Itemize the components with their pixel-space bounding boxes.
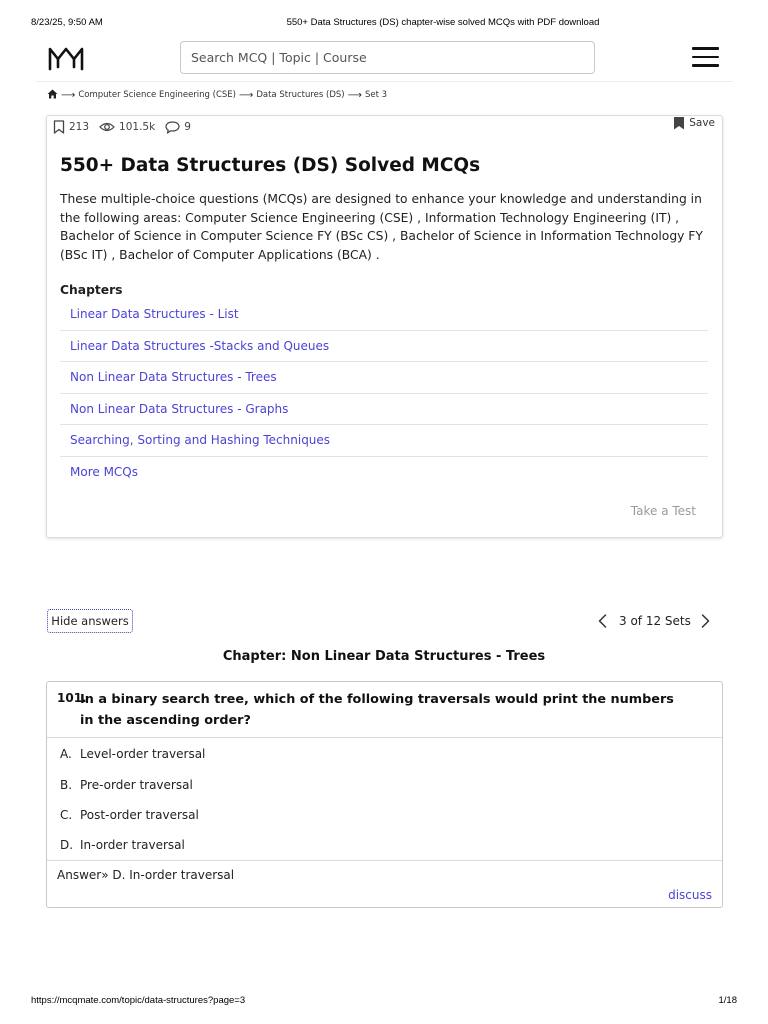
- print-page-number: 1/18: [718, 995, 737, 1006]
- print-url: https://mcqmate.com/topic/data-structures?page=3: [31, 995, 246, 1006]
- topic-card: [46, 115, 723, 538]
- chapter-link-list[interactable]: Linear Data Structures - List: [70, 307, 239, 322]
- breadcrumb-item-set[interactable]: Set 3: [364, 90, 388, 100]
- option-text: Pre-order traversal: [80, 777, 193, 792]
- hamburger-menu-icon[interactable]: [692, 47, 720, 67]
- option-text: In-order traversal: [80, 838, 185, 853]
- set-counter: 3 of 12 Sets: [619, 614, 691, 628]
- option-a[interactable]: [47, 739, 722, 769]
- topic-stats: [53, 120, 201, 134]
- previous-set-button[interactable]: [598, 614, 607, 628]
- comment-count: [165, 121, 191, 134]
- bookmark-outline-icon: [53, 120, 65, 134]
- take-test-button[interactable]: Take a Test: [630, 504, 696, 518]
- eye-icon: [99, 121, 115, 133]
- breadcrumb-item-cse[interactable]: Computer Science Engineering (CSE): [78, 90, 236, 100]
- breadcrumb-separator-icon: ⟶: [239, 89, 254, 101]
- comment-icon: [165, 121, 180, 134]
- option-letter: C.: [60, 807, 73, 822]
- print-datetime: 8/23/25, 9:50 AM: [31, 17, 103, 28]
- answer-text: Answer» D. In-order traversal: [57, 868, 235, 882]
- search-input[interactable]: [180, 41, 595, 74]
- option-letter: D.: [60, 838, 74, 853]
- save-button[interactable]: [673, 116, 715, 130]
- bookmark-filled-icon: [673, 116, 685, 130]
- option-b[interactable]: [47, 769, 722, 799]
- chapter-item: [60, 331, 708, 363]
- breadcrumb-separator-icon: ⟶: [61, 89, 76, 101]
- hide-answers-button[interactable]: Hide answers: [47, 609, 133, 633]
- discuss-link[interactable]: discuss: [668, 888, 712, 902]
- option-c[interactable]: [47, 800, 722, 830]
- option-text: Post-order traversal: [80, 807, 199, 822]
- view-count-value: 101.5k: [119, 121, 156, 133]
- option-text: Level-order traversal: [80, 747, 206, 762]
- chevron-right-icon: [701, 614, 710, 628]
- set-pager: [598, 612, 710, 630]
- view-count: [99, 121, 155, 133]
- site-header: [36, 40, 733, 82]
- breadcrumb: [47, 88, 387, 102]
- chapter-item: [60, 394, 708, 426]
- mcqmate-logo-icon[interactable]: [48, 45, 84, 71]
- chapter-item: [60, 299, 708, 331]
- comment-count-value: 9: [184, 121, 191, 133]
- option-letter: B.: [60, 777, 73, 792]
- question-number: 101.: [57, 691, 87, 705]
- option-d[interactable]: [47, 830, 722, 860]
- chapter-link-graphs[interactable]: Non Linear Data Structures - Graphs: [70, 401, 289, 416]
- chapter-list: [60, 299, 708, 488]
- print-title: 550+ Data Structures (DS) chapter-wise solved MCQs with PDF download: [286, 17, 600, 28]
- chapter-item: [60, 362, 708, 394]
- chapter-link-searching-sorting[interactable]: Searching, Sorting and Hashing Techniques: [70, 433, 331, 448]
- chevron-left-icon: [598, 614, 607, 628]
- print-header: [0, 17, 768, 31]
- bookmark-count: [53, 120, 89, 134]
- chapter-link-trees[interactable]: Non Linear Data Structures - Trees: [70, 370, 277, 385]
- question-header: [47, 682, 722, 738]
- option-letter: A.: [60, 747, 72, 762]
- question-text: In a binary search tree, which of the following traversals would print the numbers in the ascending order?: [80, 692, 674, 728]
- question-card: [46, 681, 723, 908]
- topic-description: These multiple-choice questions (MCQs) are designed to enhance your knowledge and understanding in the following areas: Computer Science Engineering (CSE) , Information Technology Engineering (IT) , Bachelor of Science in Computer Science FY (BSc CS) , Bachelor of Science in Information Technology FY (BSc IT) , Bachelor of Computer Applications (BCA) .: [60, 192, 703, 262]
- answer-section: [47, 860, 722, 908]
- chapter-link-stacks-queues[interactable]: Linear Data Structures -Stacks and Queues: [70, 338, 330, 353]
- chapter-item: [60, 457, 708, 489]
- chapter-item: [60, 425, 708, 457]
- breadcrumb-separator-icon: ⟶: [347, 89, 362, 101]
- bookmark-count-value: 213: [69, 121, 90, 133]
- save-label: Save: [689, 117, 715, 129]
- next-set-button[interactable]: [701, 614, 710, 628]
- more-mcqs-link[interactable]: More MCQs: [70, 465, 138, 480]
- breadcrumb-item-ds[interactable]: Data Structures (DS): [256, 90, 345, 100]
- chapter-heading: Chapter: Non Linear Data Structures - Trees: [222, 649, 546, 664]
- home-icon[interactable]: [47, 89, 58, 102]
- option-list: [47, 739, 722, 861]
- chapters-heading: Chapters: [60, 283, 123, 297]
- page-title: 550+ Data Structures (DS) Solved MCQs: [60, 155, 481, 176]
